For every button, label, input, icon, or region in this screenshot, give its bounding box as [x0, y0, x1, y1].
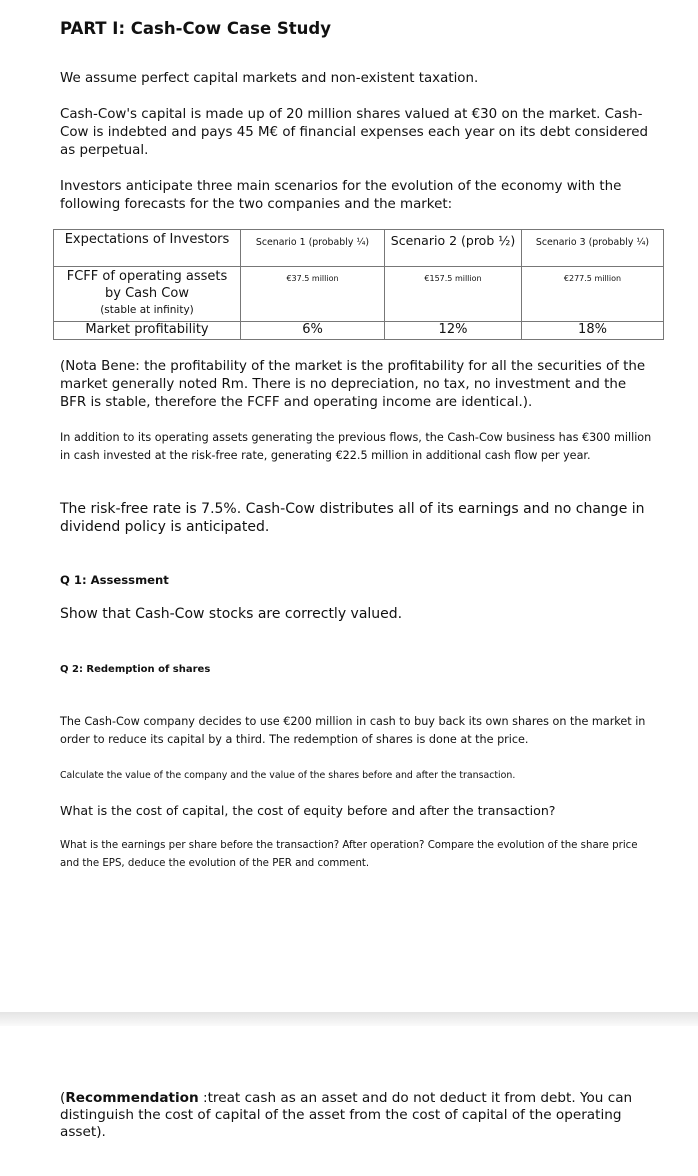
market-scenario-1: 6% [241, 322, 385, 340]
intro-paragraph: We assume perfect capital markets and non-existent taxation. [60, 71, 479, 86]
recommendation-paragraph [60, 1090, 650, 1141]
table-header-row [54, 230, 664, 267]
q1-title: Q 1: Assessment [60, 573, 169, 587]
market-label: Market profitability [54, 322, 241, 340]
q2-title: Q 2: Redemption of shares [60, 664, 211, 675]
fcff-scenario-2: €157.5 million [385, 267, 522, 322]
q2-text: The Cash-Cow company decides to use €200 million in cash to buy back its own shares on the market in order to reduce its capital by a third. The redemption of shares is done at the price. [60, 715, 646, 746]
risk-free-paragraph: The risk-free rate is 7.5%. Cash-Cow distributes all of its earnings and no change in dividend policy is anticipated. [60, 501, 645, 535]
fcff-label-cell [54, 267, 241, 322]
fcff-label: FCFF of operating assets by Cash Cow [66, 269, 228, 301]
fcff-sublabel: (stable at infinity) [100, 304, 194, 316]
header-scenario-2: Scenario 2 (prob ½) [385, 230, 522, 267]
market-scenario-2: 12% [385, 322, 522, 340]
document-page-2 [0, 1026, 698, 1176]
table-row-fcff [54, 267, 664, 322]
q2-calc: Calculate the value of the company and the value of the shares before and after the transaction. [60, 770, 516, 781]
q2-cost: What is the cost of capital, the cost of equity before and after the transaction? [60, 803, 556, 818]
recommendation-text: :treat cash as an asset and do not deduct it from debt. You can distinguish the cost of capital of the asset from the cost of capital of the operating asset). [60, 1090, 633, 1140]
fcff-scenario-3: €277.5 million [522, 267, 664, 322]
q1-text: Show that Cash-Cow stocks are correctly valued. [60, 606, 403, 622]
nota-bene-paragraph: (Nota Bene: the profitability of the market is the profitability for all the securities of the market generally noted Rm. There is no depreciation, no tax, no investment and the BFR is stable, therefore the FCFF and operating income are identical.). [60, 359, 646, 410]
header-scenario-3: Scenario 3 (probably ¼) [522, 230, 664, 267]
cash-addition-paragraph: In addition to its operating assets generating the previous flows, the Cash-Cow business has €300 million in cash invested at the risk-free rate, generating €22.5 million in additional cash flow per year. [60, 431, 652, 462]
page-separator [0, 1012, 698, 1026]
scenario-table [53, 229, 664, 340]
fcff-scenario-1: €37.5 million [241, 267, 385, 322]
page-title: PART I: Cash-Cow Case Study [60, 19, 331, 38]
header-expectations: Expectations of Investors [54, 230, 241, 267]
header-scenario-1: Scenario 1 (probably ¼) [241, 230, 385, 267]
investors-paragraph: Investors anticipate three main scenarios for the evolution of the economy with the following forecasts for the two companies and the market: [60, 179, 622, 212]
table-row-market [54, 322, 664, 340]
market-scenario-3: 18% [522, 322, 664, 340]
capital-paragraph: Cash-Cow's capital is made up of 20 million shares valued at €30 on the market. Cash-Cow is indebted and pays 45 M€ of financial expenses each year on its debt considered as perpetual. [60, 107, 648, 158]
recommendation-open: ( [60, 1090, 66, 1106]
q2-eps: What is the earnings per share before the transaction? After operation? Compare the evolution of the share price and the EPS, deduce the evolution of the PER and comment. [60, 840, 638, 869]
recommendation-label: Recommendation [65, 1090, 199, 1106]
